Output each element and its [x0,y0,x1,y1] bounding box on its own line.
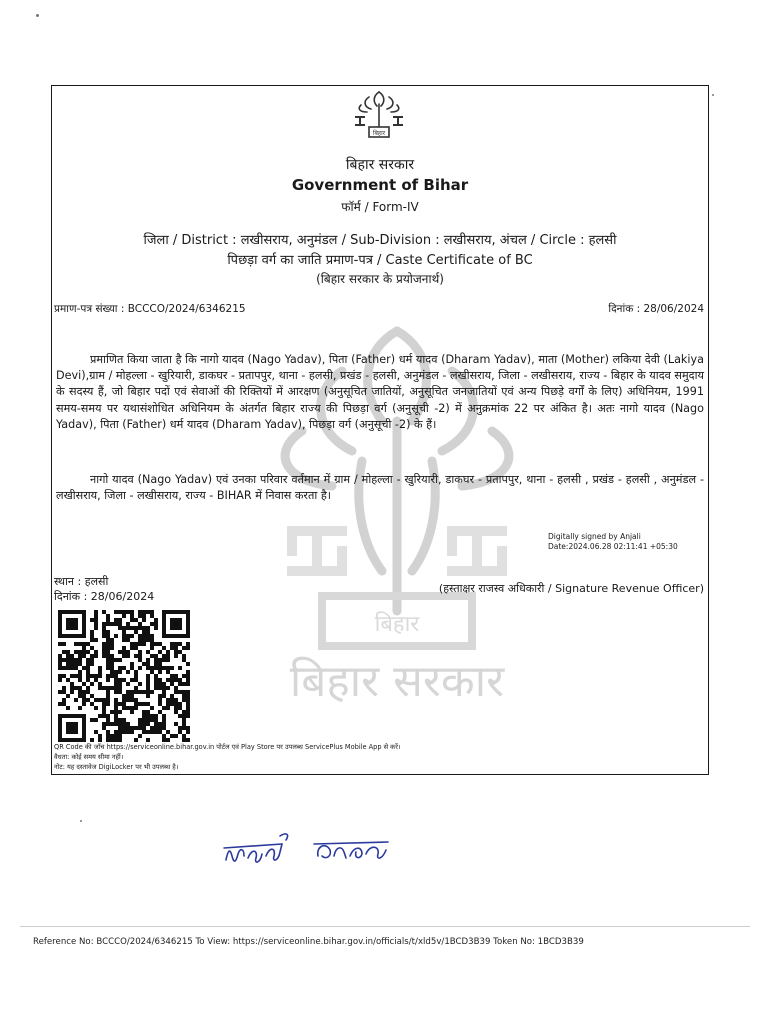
bottom-date: दिनांक : 28/06/2024 [54,590,155,603]
handwritten-signature [222,826,392,874]
signature-officer-label: (हस्ताक्षर राजस्व अधिकारी / Signature Revenue Officer) [438,582,704,595]
qr-note: QR Code की जाँच https://serviceonline.bihar.gov.in पोर्टल एवं Play Store पर उपलब्ध ServicePlus Mobile App से करें। [54,743,401,751]
digital-signature [548,532,678,552]
place-label: स्थान : हलसी [54,575,109,588]
scan-speck [36,14,39,17]
validity-note: वैधता: कोई समय सीमा नहीं। [54,753,124,761]
reference-footer: Reference No: BCCCO/2024/6346215 To View: https://serviceonline.bihar.gov.in/officials/t/xld5v/1BCD3B39 Token No: 1BCD3B39 [33,937,584,947]
scan-speck [712,94,714,96]
svg-text:बिहार सरकार: बिहार सरकार [289,656,505,706]
qr-code[interactable] [58,610,190,742]
form-number: फॉर्म / Form-IV [341,200,419,214]
svg-text:बिहार: बिहार [374,612,420,637]
svg-text:बिहार: बिहार [372,130,386,137]
certificate-body-paragraph: प्रमाणित किया जाता है कि नागो यादव (Nago Yadav), पिता (Father) धर्म यादव (Dharam Yadav), माता (Mother) लकिया देवी (Lakiya Devi),ग्राम / मोहल्ला - खुरियारी, डाकघर - प्रतापपुर, थाना - हलसी, प्रखंड - हलसी, अनुमंडल - लखीसराय, जिला - लखीसराय, राज्य - बिहार के यादव समुदाय के सदस्य हैं, जो बिहार पदों एवं सेवाओं की रिक्तियों में आरक्षण (अनुसूचित जातियों, अनुसूचित जनजातियों एवं अन्य पिछड़े वर्गों के लिए) अधिनियम, 1991 समय-समय पर यथासंशोधित अधिनियम के अंतर्गत बिहार राज्य की पिछड़ा वर्ग (अनुसूची -2) में अनुक्रमांक 22 पर अंकित है। अतः नागो यादव (Nago Yadav), पिता (Father) धर्म यादव (Dharam Yadav), पिछड़ा वर्ग (अनुसूची -2) के हैं। [56,353,704,431]
certificate-number: प्रमाण-पत्र संख्या : BCCCO/2024/6346215 [54,303,246,315]
purpose-line: (बिहार सरकार के प्रयोजनार्थ) [316,272,444,286]
page-divider [20,926,750,927]
bihar-emblem-icon [349,90,409,140]
digital-signature-date: Date:2024.06.28 02:11:41 +05:30 [548,542,678,551]
issue-date: दिनांक : 28/06/2024 [608,303,704,315]
hindi-title: बिहार सरकार [345,157,415,173]
digilocker-note: नोट: यह दस्तावेज DigiLocker पर भी उपलब्ध है। [54,763,179,771]
certificate-type: पिछड़ा वर्ग का जाति प्रमाण-पत्र / Caste Certificate of BC [227,253,533,268]
page-title: Government of Bihar [291,176,469,194]
digital-signature-name: Digitally signed by Anjali [548,532,641,541]
scan-speck [80,820,82,822]
district-line: जिला / District : लखीसराय, अनुमंडल / Sub-Division : लखीसराय, अंचल / Circle : हलसी [143,233,617,248]
certificate-border [51,85,709,775]
residence-paragraph: नागो यादव (Nago Yadav) एवं उनका परिवार वर्तमान में ग्राम / मोहल्ला - खुरियारी, डाकघर - प्रतापपुर, थाना - हलसी , प्रखंड - हलसी , अनुमंडल - लखीसराय, जिला - लखीसराय, राज्य - BIHAR में निवास करता है। [56,473,704,503]
